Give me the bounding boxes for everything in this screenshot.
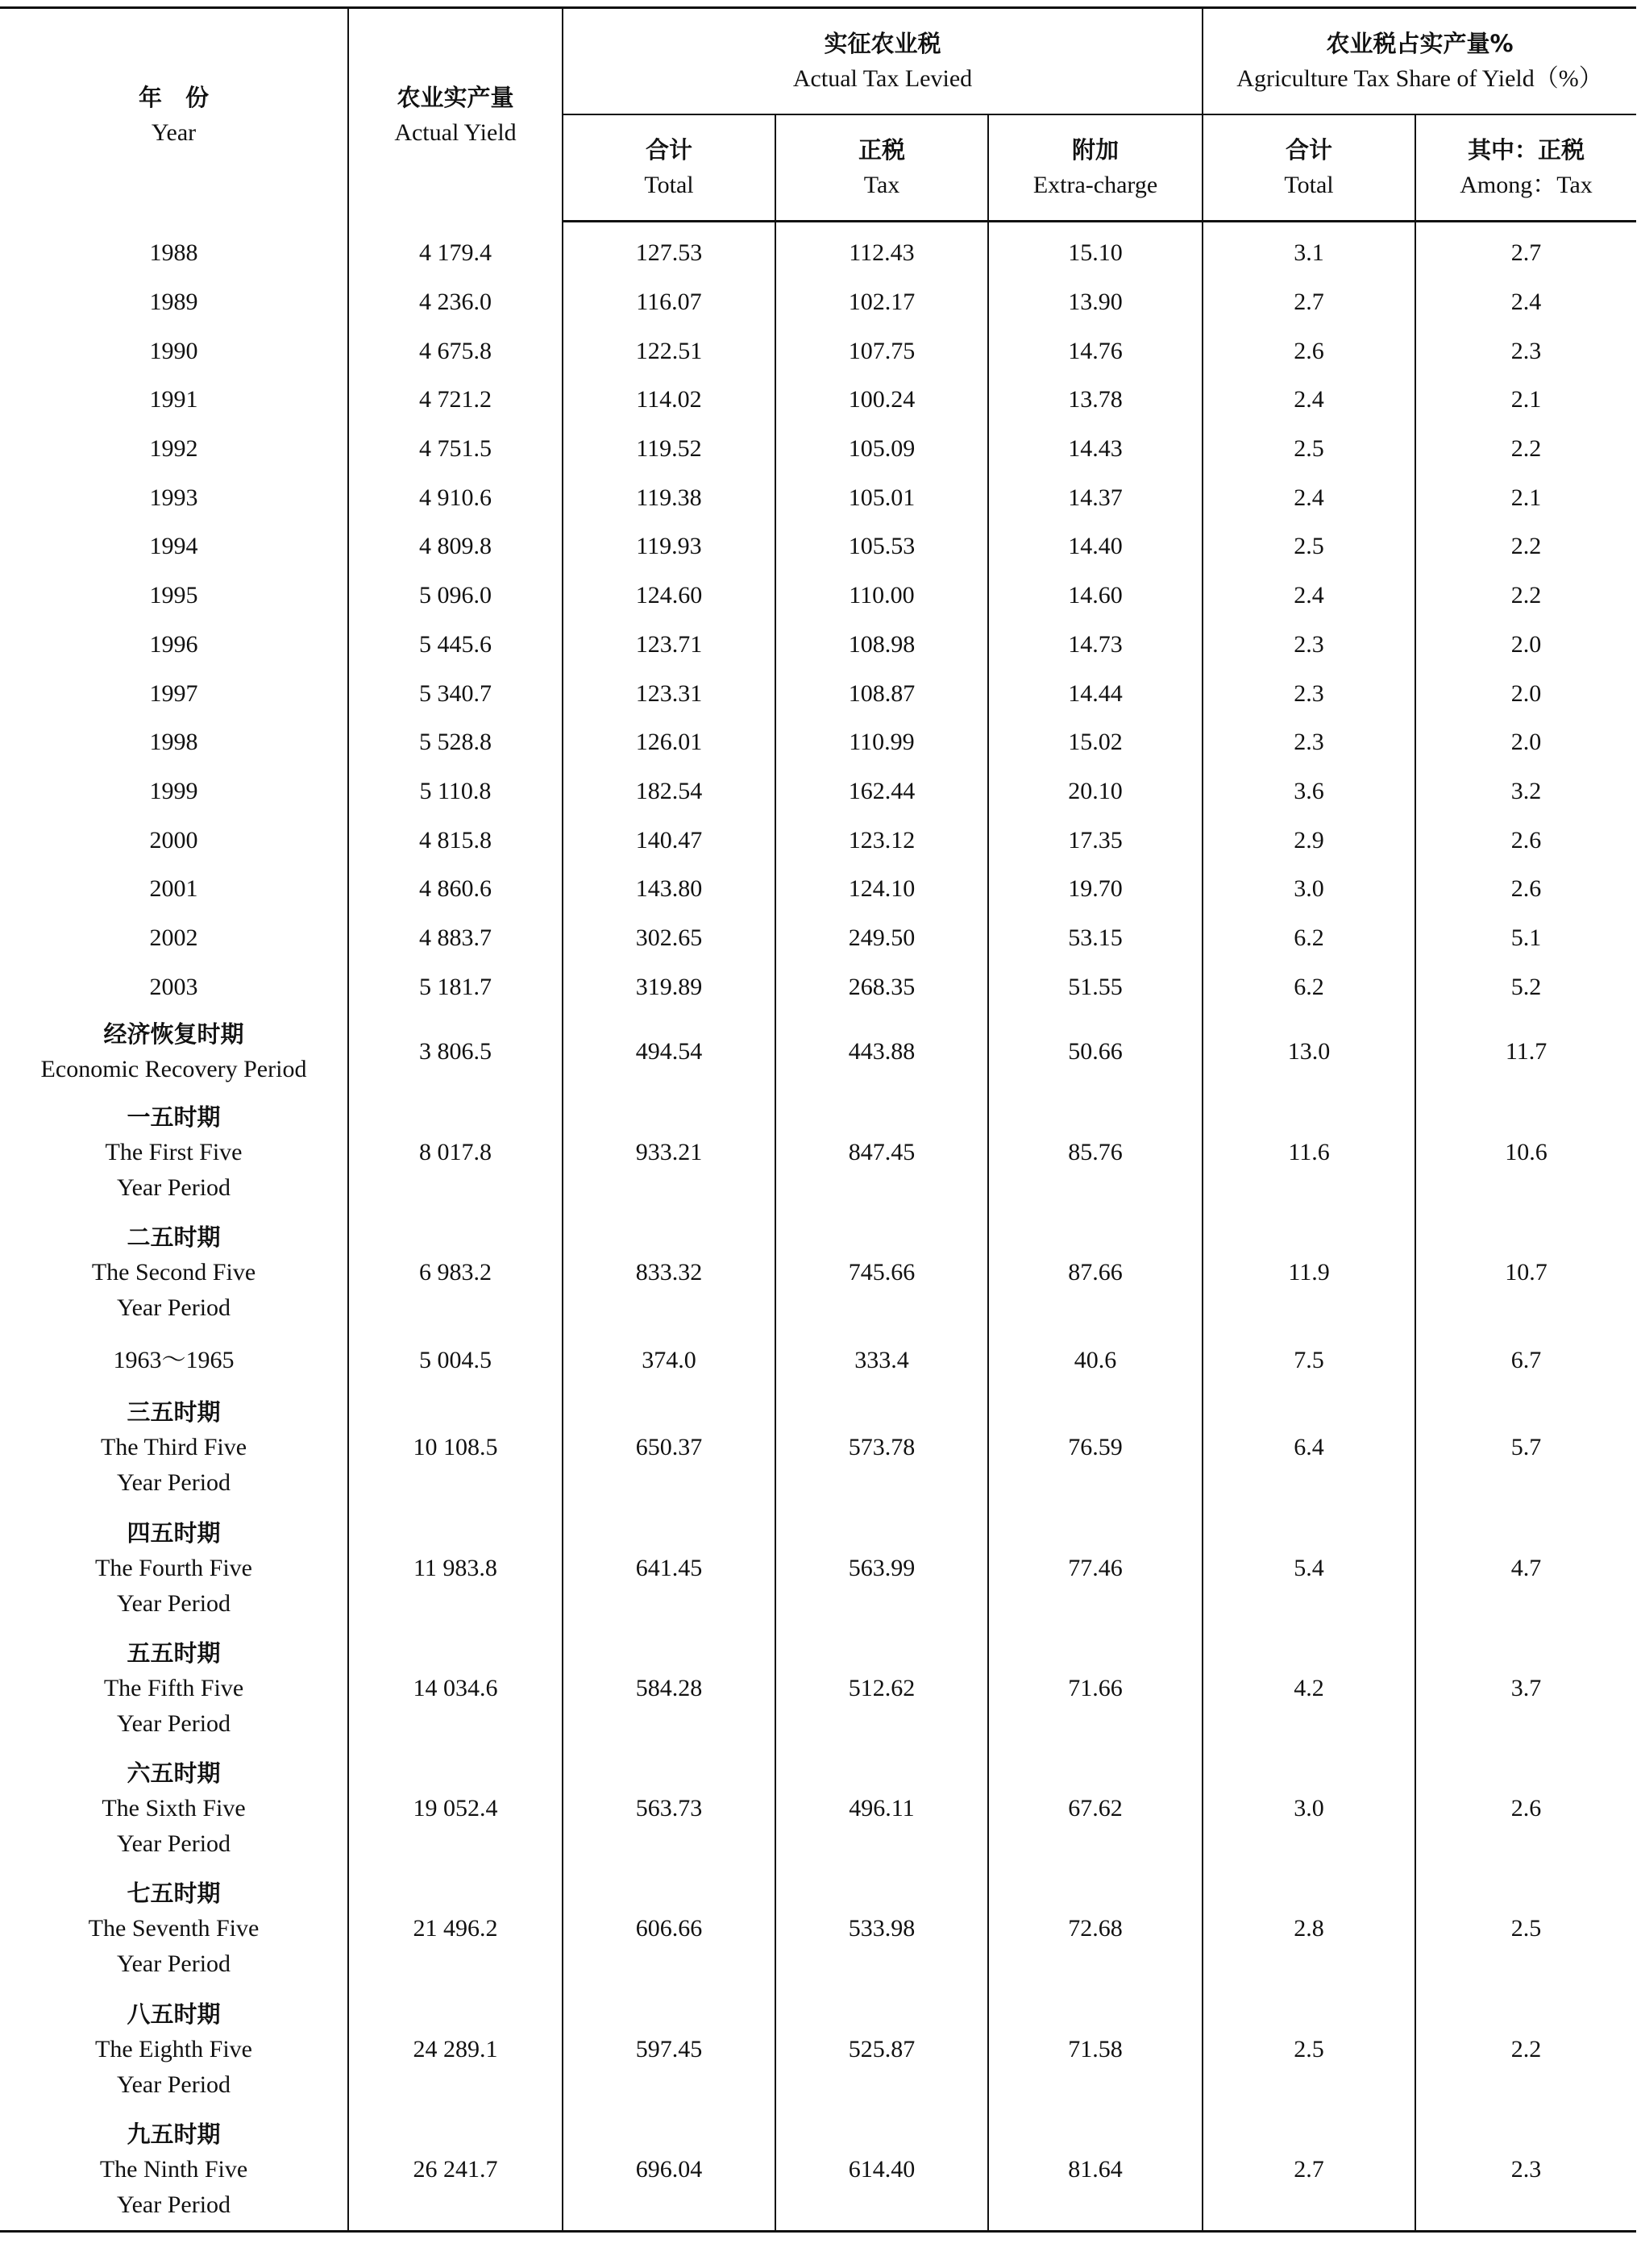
cell-share-tax: 6.7 [1510, 1346, 1542, 1373]
cell-actual-yield: 4 883.7 [348, 914, 563, 963]
cell-share-tax: 2.6 [1510, 826, 1542, 854]
cell-actual-yield: 5 004.5 [348, 1333, 563, 1388]
cell-tax-tax: 745.66 [775, 1212, 988, 1332]
cell-share-tax: 2.0 [1510, 679, 1542, 707]
cell-share-tax: 2.7 [1510, 239, 1542, 267]
period-label-en: 1963～1965 [113, 1346, 235, 1373]
table-row [0, 522, 1636, 571]
table-row [0, 2109, 1636, 2231]
cell-year: 1988 [0, 222, 348, 278]
cell-share-total: 3.0 [1203, 865, 1415, 914]
period-label-en: The Seventh Five [88, 1915, 260, 1942]
cell-actual-yield: 5 445.6 [348, 621, 563, 670]
period-label-en-line2: Year Period [116, 1830, 231, 1858]
cell-tax-extra-charge: 14.76 [988, 326, 1203, 376]
cell-share-tax: 3.7 [1510, 1674, 1542, 1701]
cell-share-total: 11.9 [1203, 1212, 1415, 1332]
cell-tax-extra-charge: 50.66 [988, 1011, 1203, 1092]
cell-share-total: 2.8 [1203, 1869, 1415, 1989]
table-row [0, 621, 1636, 670]
cell-tax-extra-charge: 15.10 [988, 222, 1203, 278]
cell-tax-total: 143.80 [563, 865, 775, 914]
cell-actual-yield: 4 179.4 [348, 222, 563, 278]
cell-tax-total: 606.66 [563, 1869, 775, 1989]
period-label-en: The Sixth Five [102, 1795, 246, 1822]
cell-tax-extra-charge: 14.60 [988, 571, 1203, 621]
cell-period-label [0, 1989, 348, 2109]
table-row [0, 222, 1636, 278]
table-row [0, 767, 1636, 816]
cell-year: 2000 [0, 816, 348, 865]
table-row [0, 914, 1636, 963]
period-label-cn: 七五时期 [127, 1880, 221, 1908]
cell-tax-total: 650.37 [563, 1388, 775, 1508]
cell-tax-extra-charge: 85.76 [988, 1092, 1203, 1212]
cell-tax-extra-charge: 14.43 [988, 425, 1203, 474]
table-row [0, 1628, 1636, 1748]
cell-share-total: 6.2 [1203, 914, 1415, 963]
cell-share-total: 2.5 [1203, 1989, 1415, 2109]
cell-share-tax: 2.6 [1510, 875, 1542, 903]
cell-actual-yield: 3 806.5 [348, 1011, 563, 1092]
cell-share-total: 3.1 [1203, 222, 1415, 278]
period-label-cn: 八五时期 [127, 2000, 221, 2028]
cell-share-total: 2.7 [1203, 2109, 1415, 2231]
cell-share-total: 2.9 [1203, 816, 1415, 865]
cell-share-tax: 3.2 [1510, 777, 1542, 804]
cell-actual-yield: 14 034.6 [348, 1628, 563, 1748]
cell-share-tax: 2.2 [1510, 533, 1542, 560]
cell-tax-total: 122.51 [563, 326, 775, 376]
cell-share-tax: 2.4 [1510, 289, 1542, 316]
period-label-cn: 二五时期 [127, 1223, 221, 1251]
cell-tax-total: 696.04 [563, 2109, 775, 2231]
table-row [0, 1869, 1636, 1989]
cell-tax-extra-charge: 81.64 [988, 2109, 1203, 2231]
header-tax-tax: 正税 Tax [775, 114, 988, 222]
period-label-cn: 九五时期 [127, 2121, 221, 2149]
cell-share-total: 5.4 [1203, 1508, 1415, 1628]
period-label-en: The Eighth Five [95, 2035, 252, 2062]
cell-tax-total: 182.54 [563, 767, 775, 816]
cell-year: 1998 [0, 718, 348, 767]
cell-tax-extra-charge: 87.66 [988, 1212, 1203, 1332]
cell-tax-total: 119.38 [563, 473, 775, 522]
cell-tax-total: 374.0 [563, 1333, 775, 1388]
period-label-en-line2: Year Period [116, 1589, 231, 1617]
cell-tax-total: 119.93 [563, 522, 775, 571]
cell-tax-total: 302.65 [563, 914, 775, 963]
period-label-en: The Fifth Five [103, 1674, 244, 1701]
cell-share-tax: 2.0 [1510, 729, 1542, 756]
cell-actual-yield: 4 236.0 [348, 278, 563, 327]
table-row [0, 1011, 1636, 1092]
header-tax-share-of-yield: 农业税占实产量% Agriculture Tax Share of Yield（%） [1203, 8, 1636, 115]
cell-share-total: 2.4 [1203, 571, 1415, 621]
table-row [0, 278, 1636, 327]
period-label-en-line2: Year Period [116, 1294, 231, 1321]
cell-tax-tax: 105.53 [775, 522, 988, 571]
cell-tax-total: 116.07 [563, 278, 775, 327]
cell-period-label [0, 1092, 348, 1212]
cell-actual-yield: 21 496.2 [348, 1869, 563, 1989]
period-label-cn: 五五时期 [127, 1639, 221, 1667]
header-year: 年 份 Year [0, 8, 348, 222]
cell-period-label [0, 1508, 348, 1628]
cell-share-total: 6.4 [1203, 1388, 1415, 1508]
cell-share-total: 3.6 [1203, 767, 1415, 816]
header-share-tax: 其中：正税 Among：Tax [1415, 114, 1636, 222]
cell-year: 1996 [0, 621, 348, 670]
cell-tax-total: 597.45 [563, 1989, 775, 2109]
cell-tax-extra-charge: 14.40 [988, 522, 1203, 571]
cell-period-label [0, 1628, 348, 1748]
cell-share-tax: 2.2 [1510, 2035, 1542, 2062]
cell-share-tax: 2.2 [1510, 582, 1542, 609]
cell-actual-yield: 4 721.2 [348, 376, 563, 425]
cell-actual-yield: 8 017.8 [348, 1092, 563, 1212]
cell-tax-extra-charge: 40.6 [988, 1333, 1203, 1388]
cell-tax-total: 126.01 [563, 718, 775, 767]
cell-tax-total: 127.53 [563, 222, 775, 278]
cell-share-total: 11.6 [1203, 1092, 1415, 1212]
cell-actual-yield: 11 983.8 [348, 1508, 563, 1628]
cell-share-tax: 10.7 [1505, 1258, 1548, 1286]
cell-tax-total: 833.32 [563, 1212, 775, 1332]
cell-tax-tax: 123.12 [775, 816, 988, 865]
period-label-en-line2: Year Period [116, 2071, 231, 2098]
cell-tax-tax: 512.62 [775, 1628, 988, 1748]
cell-tax-total: 584.28 [563, 1628, 775, 1748]
cell-actual-yield: 5 340.7 [348, 669, 563, 718]
period-label-en: Economic Recovery Period [40, 1056, 307, 1082]
cell-period-label [0, 2109, 348, 2231]
table-row [0, 1333, 1636, 1388]
cell-tax-tax: 563.99 [775, 1508, 988, 1628]
cell-tax-tax: 496.11 [775, 1748, 988, 1868]
cell-share-tax: 2.2 [1510, 435, 1542, 463]
cell-actual-yield: 4 809.8 [348, 522, 563, 571]
cell-tax-tax: 102.17 [775, 278, 988, 327]
cell-tax-extra-charge: 14.44 [988, 669, 1203, 718]
cell-tax-total: 140.47 [563, 816, 775, 865]
cell-tax-total: 124.60 [563, 571, 775, 621]
cell-tax-extra-charge: 67.62 [988, 1748, 1203, 1868]
cell-tax-tax: 105.01 [775, 473, 988, 522]
cell-share-tax: 2.6 [1510, 1795, 1542, 1822]
cell-tax-extra-charge: 77.46 [988, 1508, 1203, 1628]
table-row [0, 962, 1636, 1011]
table-row [0, 425, 1636, 474]
table-row [0, 376, 1636, 425]
cell-tax-total: 563.73 [563, 1748, 775, 1868]
cell-actual-yield: 4 815.8 [348, 816, 563, 865]
cell-tax-extra-charge: 20.10 [988, 767, 1203, 816]
cell-tax-total: 494.54 [563, 1011, 775, 1092]
cell-period-label [0, 1333, 348, 1388]
cell-share-total: 13.0 [1203, 1011, 1415, 1092]
period-label-en: The Ninth Five [99, 2156, 248, 2183]
table-row [0, 571, 1636, 621]
period-label-en-line2: Year Period [116, 1173, 231, 1201]
period-label-en-line2: Year Period [116, 1709, 231, 1737]
cell-share-total: 3.0 [1203, 1748, 1415, 1868]
cell-tax-total: 114.02 [563, 376, 775, 425]
cell-tax-tax: 333.4 [775, 1333, 988, 1388]
cell-year: 1992 [0, 425, 348, 474]
header-tax-total: 合计 Total [563, 114, 775, 222]
cell-share-tax: 5.7 [1510, 1434, 1542, 1461]
cell-tax-tax: 112.43 [775, 222, 988, 278]
cell-tax-extra-charge: 19.70 [988, 865, 1203, 914]
cell-tax-tax: 533.98 [775, 1869, 988, 1989]
cell-tax-tax: 525.87 [775, 1989, 988, 2109]
cell-actual-yield: 6 983.2 [348, 1212, 563, 1332]
cell-share-tax: 5.2 [1510, 973, 1542, 1000]
cell-tax-extra-charge: 17.35 [988, 816, 1203, 865]
cell-actual-yield: 5 528.8 [348, 718, 563, 767]
cell-actual-yield: 24 289.1 [348, 1989, 563, 2109]
cell-year: 1991 [0, 376, 348, 425]
period-label-en-line2: Year Period [116, 2191, 231, 2219]
cell-tax-extra-charge: 53.15 [988, 914, 1203, 963]
cell-year: 1997 [0, 669, 348, 718]
cell-tax-tax: 573.78 [775, 1388, 988, 1508]
cell-period-label [0, 1748, 348, 1868]
header-tax-extra-charge: 附加 Extra-charge [988, 114, 1203, 222]
cell-year: 2001 [0, 865, 348, 914]
cell-year: 2003 [0, 962, 348, 1011]
cell-year: 1999 [0, 767, 348, 816]
cell-actual-yield: 10 108.5 [348, 1388, 563, 1508]
cell-share-total: 2.5 [1203, 425, 1415, 474]
cell-year: 1995 [0, 571, 348, 621]
cell-share-total: 2.3 [1203, 669, 1415, 718]
cell-period-label [0, 1869, 348, 1989]
cell-tax-tax: 105.09 [775, 425, 988, 474]
cell-tax-tax: 110.00 [775, 571, 988, 621]
period-label-cn: 四五时期 [127, 1518, 221, 1547]
cell-share-total: 2.3 [1203, 621, 1415, 670]
cell-share-tax: 10.6 [1505, 1138, 1548, 1165]
cell-period-label [0, 1388, 348, 1508]
cell-tax-tax: 614.40 [775, 2109, 988, 2231]
cell-tax-total: 641.45 [563, 1508, 775, 1628]
table-row [0, 816, 1636, 865]
period-label-en: The Second Five [91, 1258, 256, 1286]
cell-tax-extra-charge: 15.02 [988, 718, 1203, 767]
period-label-cn: 经济恢复时期 [103, 1020, 244, 1048]
cell-share-total: 2.3 [1203, 718, 1415, 767]
cell-share-total: 6.2 [1203, 962, 1415, 1011]
table-row [0, 669, 1636, 718]
cell-share-tax: 5.1 [1510, 924, 1542, 951]
cell-tax-extra-charge: 72.68 [988, 1869, 1203, 1989]
cell-share-tax: 4.7 [1510, 1554, 1542, 1581]
cell-actual-yield: 4 751.5 [348, 425, 563, 474]
cell-share-tax: 2.3 [1510, 337, 1542, 364]
cell-tax-total: 123.71 [563, 621, 775, 670]
cell-tax-extra-charge: 14.73 [988, 621, 1203, 670]
cell-tax-tax: 108.98 [775, 621, 988, 670]
table-row [0, 1748, 1636, 1868]
period-label-en: The First Five [105, 1138, 243, 1165]
cell-actual-yield: 5 110.8 [348, 767, 563, 816]
cell-share-tax: 2.3 [1415, 2109, 1636, 2231]
period-label-cn: 三五时期 [127, 1398, 221, 1427]
cell-tax-total: 933.21 [563, 1092, 775, 1212]
cell-tax-total: 119.52 [563, 425, 775, 474]
cell-share-total: 2.7 [1203, 278, 1415, 327]
cell-year: 2002 [0, 914, 348, 963]
cell-tax-tax: 107.75 [775, 326, 988, 376]
cell-actual-yield: 5 181.7 [348, 962, 563, 1011]
cell-share-tax: 2.0 [1510, 630, 1542, 658]
period-label-en-line2: Year Period [116, 1950, 231, 1978]
cell-tax-tax: 124.10 [775, 865, 988, 914]
table-header [0, 8, 1636, 222]
period-label-cn: 六五时期 [127, 1759, 221, 1788]
cell-share-total: 2.4 [1203, 376, 1415, 425]
cell-year: 1993 [0, 473, 348, 522]
cell-tax-tax: 268.35 [775, 962, 988, 1011]
cell-tax-extra-charge: 13.90 [988, 278, 1203, 327]
cell-tax-extra-charge: 76.59 [988, 1388, 1203, 1508]
cell-tax-total: 123.31 [563, 669, 775, 718]
cell-tax-tax: 847.45 [775, 1092, 988, 1212]
cell-actual-yield: 4 860.6 [348, 865, 563, 914]
cell-tax-tax: 108.87 [775, 669, 988, 718]
cell-tax-tax: 162.44 [775, 767, 988, 816]
cell-period-label [0, 1212, 348, 1332]
cell-share-total: 4.2 [1203, 1628, 1415, 1748]
cell-year: 1994 [0, 522, 348, 571]
cell-tax-tax: 100.24 [775, 376, 988, 425]
cell-actual-yield: 19 052.4 [348, 1748, 563, 1868]
cell-period-label [0, 1011, 348, 1092]
table-row [0, 1092, 1636, 1212]
period-label-cn: 一五时期 [127, 1103, 221, 1131]
agriculture-tax-table [0, 6, 1636, 2233]
cell-year: 1990 [0, 326, 348, 376]
cell-tax-extra-charge: 71.66 [988, 1628, 1203, 1748]
cell-tax-extra-charge: 51.55 [988, 962, 1203, 1011]
table-row [0, 1508, 1636, 1628]
table-body [0, 222, 1636, 2232]
cell-actual-yield: 5 096.0 [348, 571, 563, 621]
table-row [0, 1388, 1636, 1508]
cell-actual-yield: 26 241.7 [348, 2109, 563, 2231]
period-label-en-line2: Year Period [116, 1469, 231, 1497]
cell-share-tax: 2.5 [1510, 1915, 1542, 1942]
cell-share-tax: 11.7 [1505, 1038, 1548, 1065]
cell-share-total: 7.5 [1203, 1333, 1415, 1388]
period-label-en: The Fourth Five [95, 1554, 252, 1581]
table-row [0, 1989, 1636, 2109]
cell-tax-tax: 110.99 [775, 718, 988, 767]
table-row [0, 1212, 1636, 1332]
table-row [0, 473, 1636, 522]
cell-actual-yield: 4 675.8 [348, 326, 563, 376]
cell-tax-extra-charge: 14.37 [988, 473, 1203, 522]
table-row [0, 718, 1636, 767]
table-row [0, 326, 1636, 376]
cell-tax-tax: 443.88 [775, 1011, 988, 1092]
cell-tax-extra-charge: 13.78 [988, 376, 1203, 425]
cell-actual-yield: 4 910.6 [348, 473, 563, 522]
cell-share-tax: 2.1 [1510, 484, 1542, 511]
cell-tax-total: 319.89 [563, 962, 775, 1011]
cell-share-total: 2.6 [1203, 326, 1415, 376]
table-row [0, 865, 1636, 914]
cell-tax-extra-charge: 71.58 [988, 1989, 1203, 2109]
header-actual-tax-levied: 实征农业税 Actual Tax Levied [563, 8, 1203, 115]
cell-tax-tax: 249.50 [775, 914, 988, 963]
cell-year: 1989 [0, 278, 348, 327]
cell-share-tax: 2.1 [1510, 386, 1542, 413]
cell-share-total: 2.5 [1203, 522, 1415, 571]
header-actual-yield: 农业实产量 Actual Yield [348, 8, 563, 222]
period-label-en: The Third Five [100, 1434, 247, 1461]
header-share-total: 合计 Total [1203, 114, 1415, 222]
cell-share-total: 2.4 [1203, 473, 1415, 522]
